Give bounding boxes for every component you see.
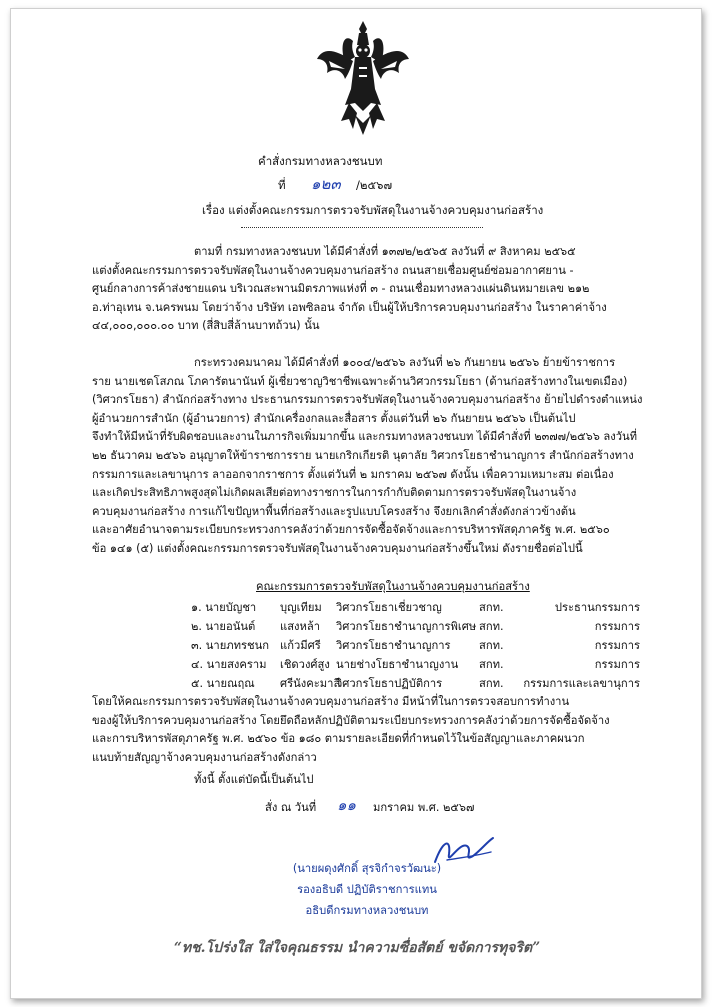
- paragraph-3-line: และการบริหารพัสดุภาครัฐ พ.ศ. ๒๕๖๐ ข้อ ๑๘๐ ตามรายละเอียดที่กำหนดไว้ในข้อสัญญาและภาคผนวก: [92, 732, 585, 746]
- paragraph-2-line: กระทรวงคมนาคม ได้มีคำสั่งที่ ๑๐๐๔/๒๕๖๖ ลงวันที่ ๒๖ กันยายน ๒๕๖๖ ย้ายข้าราชการ: [194, 356, 616, 369]
- member-name: ๒. นายอนันต์: [191, 620, 256, 633]
- paragraph-1-line: ๔๔,๐๐๐,๐๐๐.๐๐ บาท (สี่สิบสี่ล้านบาทถ้วน) นั้น: [92, 319, 320, 333]
- member-org: สกท.: [479, 601, 504, 614]
- member-position: วิศวกรโยธาปฏิบัติการ: [336, 677, 443, 690]
- effective-statement: [92, 771, 640, 790]
- member-name: ๕. นายณฤณ: [191, 677, 255, 690]
- paragraph-2-line: กรรมการและเลขานุการ ลาออกจากราชการ ตั้งแต่วันที่ ๒ มกราคม ๒๕๖๗ ดังนั้น เพื่อความเหมาะสม ต่อเนื่อง: [92, 467, 614, 481]
- order-subject: เรื่อง แต่งตั้งคณะกรรมการตรวจรับพัสดุในงานจ้างควบคุมงานก่อสร้าง: [202, 203, 544, 217]
- signatory-title-2: อธิบดีกรมทางหลวงชนบท: [305, 904, 429, 917]
- order-number-year: /๒๕๖๗: [356, 178, 393, 192]
- member-role: ประธานกรรมการ: [554, 601, 640, 614]
- paragraph-1-line: แต่งตั้งคณะกรรมการตรวจรับพัสดุในงานจ้างควบคุมงานก่อสร้าง ถนนสายเชื่อมศูนย์ซ่อมอากาศยาน -: [92, 263, 574, 277]
- member-role: กรรมการ: [594, 620, 640, 633]
- order-date-prefix: สั่ง ณ วันที่: [265, 801, 317, 814]
- order-date-month-year: มกราคม พ.ศ. ๒๕๖๗: [373, 801, 475, 814]
- member-org: สกท.: [479, 658, 504, 671]
- paragraph-2-line: ข้อ ๑๔๑ (๕) แต่งตั้งคณะกรรมการตรวจรับพัสดุในงานจ้างควบคุมงานก่อสร้างขึ้นใหม่ ดังรายชื่อต่อไปนี้: [92, 541, 583, 555]
- header-divider: [241, 227, 483, 228]
- paragraph-2-line: จึงทำให้มีหน้าที่รับผิดชอบและงานในภารกิจเพิ่มมากขึ้น และกรมทางหลวงชนบท ได้มีคำสั่งที่ ๒๓๗๗/๒๕๖๖ ลงวันที่: [92, 430, 638, 444]
- committee-member-row: [11, 617, 712, 635]
- paragraph-1-line: อ.ท่าอุเทน จ.นครพนม โดยว่าจ้าง บริษัท เอพซิลอน จำกัด เป็นผู้ให้บริการควบคุมงานก่อสร้าง ในราคาค่าจ้าง: [92, 300, 607, 314]
- member-surname: เชิดวงศ์สูง: [280, 658, 330, 671]
- member-role: กรรมการ: [594, 639, 640, 652]
- slogan: “ทช.โปร่งใส ใส่ใจคุณธรรม นำความซื่อสัตย์ ขจัดการทุจริต”: [173, 940, 541, 956]
- member-org: สกท.: [479, 677, 504, 690]
- paragraph-2-line: ราย นายเชตโสภณ โภคารัตนานันท์ ผู้เชี่ยวชาญวิชาชีพเฉพาะด้านวิศวกรรมโยธา (ด้านก่อสร้างทางในเขตเมือง): [92, 374, 628, 388]
- paragraph-1-line: ศูนย์กลางการค้าส่งชายแดน บริเวณสะพานมิตรภาพแห่งที่ ๓ - ถนนเชื่อมทางหลวงแผ่นดินหมายเลข ๒๑๒: [92, 282, 590, 296]
- member-surname: บุญเทียม: [280, 601, 322, 614]
- member-role: กรรมการและเลขานุการ: [523, 677, 640, 690]
- order-date-day: ๑๑: [337, 796, 357, 814]
- member-position: นายช่างโยธาชำนาญงาน: [336, 658, 459, 671]
- paragraph-3: [92, 693, 640, 767]
- paragraph-2-line: และเกิดประสิทธิภาพสูงสุดไม่เกิดผลเสียต่อทางราชการในการกำกับติดตามการตรวจรับพัสดุในงานจ้าง: [92, 486, 577, 500]
- document-page: [10, 8, 702, 999]
- effective-text: ทั้งนี้ ตั้งแต่บัดนี้เป็นต้นไป: [194, 773, 314, 786]
- signatory-title-1: รองอธิบดี ปฏิบัติราชการแทน: [297, 883, 437, 896]
- paragraph-2-line: และอาศัยอำนาจตามระเบียบกระทรวงการคลังว่าด้วยการจัดซื้อจัดจ้างและการบริหารพัสดุภาครัฐ พ.ศ. ๒๕๖๐: [92, 523, 610, 537]
- paragraph-1-line: ตามที่ กรมทางหลวงชนบท ได้มีคำสั่งที่ ๑๓๗๒/๒๕๖๕ ลงวันที่ ๙ สิงหาคม ๒๕๖๕: [194, 245, 576, 258]
- member-surname: ศรีนังคะมาลี: [280, 677, 341, 690]
- committee-title: คณะกรรมการตรวจรับพัสดุในงานจ้างควบคุมงานก่อสร้าง: [256, 580, 530, 593]
- committee-member-row: [11, 636, 712, 654]
- member-name: ๑. นายบัญชา: [191, 601, 257, 614]
- paragraph-2-line: ผู้อำนวยการสำนัก (ผู้อำนวยการ) สำนักเครื่องกลและสื่อสาร ตั้งแต่วันที่ ๒๖ กันยายน ๒๕๖๖ เป็นต้นไป: [92, 411, 576, 425]
- paragraph-1: [92, 243, 640, 336]
- paragraph-3-line: ของผู้ให้บริการควบคุมงานก่อสร้าง โดยยึดถือหลักปฏิบัติตามระเบียบกระทรวงการคลังว่าด้วยการจัดซื้อจัดจ้าง: [92, 713, 610, 727]
- order-number-label: ที่: [278, 178, 286, 192]
- member-name: ๓. นายภทรชนก: [191, 639, 270, 652]
- member-position: วิศวกรโยธาชำนาญการพิเศษ: [336, 620, 477, 633]
- committee-member-row: [11, 598, 712, 616]
- paragraph-3-line: แนบท้ายสัญญาจ้างควบคุมงานก่อสร้างดังกล่าว: [92, 750, 317, 764]
- signatory-name: (นายผดุงศักดิ์ สุรจิกำจรวัฒนะ): [292, 862, 442, 875]
- member-role: กรรมการ: [594, 658, 640, 671]
- order-title: คำสั่งกรมทางหลวงชนบท: [258, 154, 383, 168]
- paragraph-2-line: (วิศวกรโยธา) สำนักก่อสร้างทาง ประธานกรรมการตรวจรับพัสดุในงานจ้างควบคุมงานก่อสร้าง ย้ายไปดำรงตำแหน่ง: [92, 393, 643, 407]
- member-name: ๔. นายสงคราม: [191, 658, 267, 671]
- committee-member-row: [11, 674, 712, 692]
- member-org: สกท.: [479, 620, 504, 633]
- paragraph-2: [92, 354, 643, 559]
- member-position: วิศวกรโยธาเชี่ยวชาญ: [336, 601, 442, 614]
- member-surname: แก้วมีศรี: [280, 639, 321, 652]
- order-number-value: ๑๒๓: [311, 175, 341, 193]
- member-org: สกท.: [479, 639, 504, 652]
- member-surname: แสงหล้า: [280, 620, 321, 633]
- paragraph-2-line: ๒๒ ธันวาคม ๒๕๖๖ อนุญาตให้ข้าราชการราย นายเกริกเกียรติ นุตาลัย วิศวกรโยธาชำนาญการ สำนักก่อสร้างทาง: [92, 448, 634, 462]
- paragraph-2-line: ควบคุมงานก่อสร้าง การแก้ไขปัญหาพื้นที่ก่อสร้างและรูปแบบโครงสร้าง จึงยกเลิกคำสั่งดังกล่าวข้างต้น: [92, 504, 576, 518]
- garuda-emblem-icon: [315, 19, 411, 137]
- member-position: วิศวกรโยธาชำนาญการ: [336, 639, 451, 652]
- committee-member-row: [11, 655, 712, 673]
- paragraph-3-line: โดยให้คณะกรรมการตรวจรับพัสดุในงานจ้างควบคุมงานก่อสร้าง มีหน้าที่ในการตรวจสอบการทำงาน: [92, 695, 570, 708]
